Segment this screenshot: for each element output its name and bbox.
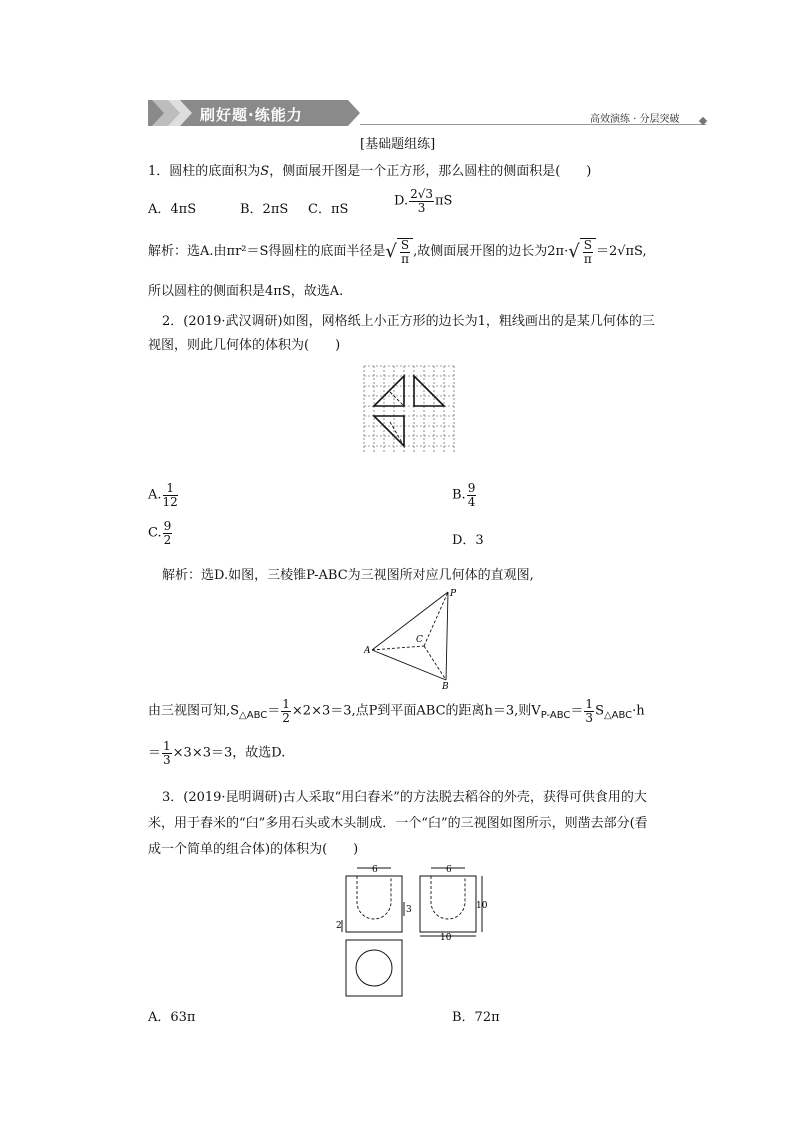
q3-option-a: A．63π — [148, 1010, 196, 1025]
q2-option-d: D．3 — [452, 533, 484, 548]
q1-option-c: C．πS — [308, 202, 349, 217]
q3-stem-line3: 成一个简单的组合体)的体积为( ) — [148, 842, 359, 857]
vertex-c-label: C — [416, 635, 423, 645]
q2-solution-line2: 由三视图可知$,S_{\triangle ABC}=$ $\frac{1}{2}$ ×2×3＝3,点P到平面ABC的距离h＝3,则$V_{P-ABC}=$ $\frac{1}{3}$ $S_{\triangle ABC}\cdot h$ — [148, 697, 645, 725]
q2-solution-line3: ＝ $\frac{1}{3}$ ×3×3＝3，故选D. — [148, 739, 286, 767]
section-label: [基础题组练] — [360, 137, 436, 152]
dim-width-right: 10 — [440, 933, 452, 943]
q2-stem-line2: 视图，则此几何体的体积为( ) — [148, 338, 341, 353]
q2-solution-line1: 解析：选D.如图，三棱锥P-ABC为三视图所对应几何体的直观图, — [162, 568, 534, 583]
q2-pyramid-figure — [364, 586, 464, 690]
vertex-a-label: A — [364, 646, 371, 656]
dim-top-right: 6 — [446, 865, 452, 875]
q2-three-view-figure — [360, 362, 460, 458]
q3-option-b: B．72π — [452, 1010, 500, 1025]
header-right-text: 高效演练 · 分层突破 — [590, 114, 680, 125]
q1-solution: 解析：选A.由πr²＝S得圆柱的底面半径是√ $\frac{S}{\pi}$ ,故侧面展开图的边长为2π·√ $\frac{S}{\pi}$ ＝2√πS, — [148, 238, 647, 266]
dim-left-3: 3 — [406, 905, 412, 915]
q2-option-a: A. $\frac{1}{12}$ — [148, 481, 178, 509]
q2-option-b: B. $\frac{9}{4}$ — [452, 481, 476, 509]
dim-height-right: 10 — [476, 901, 488, 911]
q1-option-d: D. $\frac{2√3}{3}$ πS — [394, 187, 453, 215]
q1-stem: 1．圆柱的底面积为S，侧面展开图是一个正方形，那么圆柱的侧面积是( ) — [148, 164, 592, 179]
q1-solution-line2: 所以圆柱的侧面积是4πS，故选A. — [148, 284, 344, 299]
dim-left-2: 2 — [336, 921, 342, 931]
q3-three-view-figure — [336, 862, 492, 1000]
q2-stem-line1: 2．(2019·武汉调研)如图，网格纸上小正方形的边长为1，粗线画出的是某几何体的三 — [162, 314, 655, 329]
vertex-b-label: B — [442, 682, 449, 690]
q3-stem-line1: 3．(2019·昆明调研)古人采取“用臼舂米”的方法脱去稻谷的外壳，获得可供食用的大 — [162, 790, 647, 805]
vertex-p-label: P — [450, 589, 457, 599]
q1-option-a: A．4πS — [148, 202, 197, 217]
banner-title: 刷好题·练能力 — [200, 106, 303, 124]
q1-option-b: B．2πS — [240, 202, 289, 217]
dim-top-left: 6 — [372, 865, 378, 875]
q3-stem-line2: 米，用于舂米的“臼”多用石头或木头制成．一个“臼”的三视图如图所示，则凿去部分(看 — [148, 816, 648, 831]
q2-option-c: C. $\frac{9}{2}$ — [148, 519, 172, 547]
